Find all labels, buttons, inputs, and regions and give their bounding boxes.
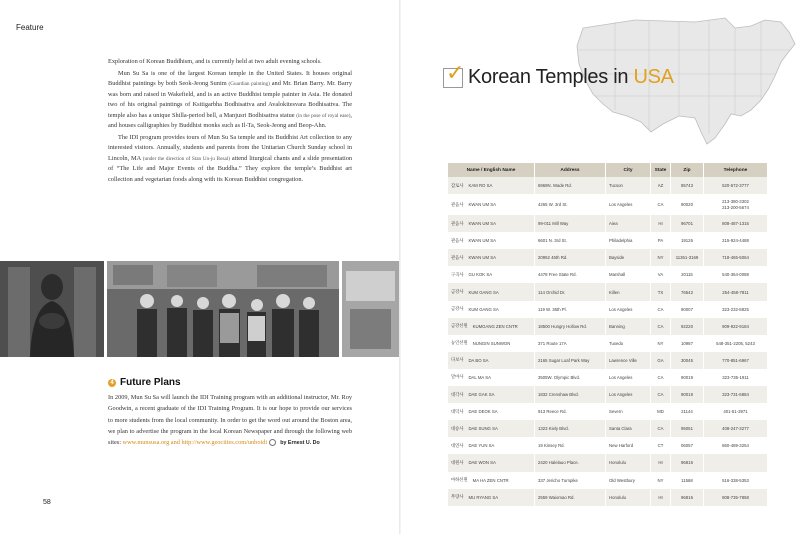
- header-state: State: [651, 163, 671, 177]
- cell-telephone: 254-458-7811: [722, 289, 749, 295]
- cell-telephone: 520-572-3777: [722, 183, 749, 189]
- cell-address: 114 Orchid Dr.: [535, 283, 606, 300]
- header-telephone: Telephone: [723, 167, 748, 173]
- cell-city: Santa Clara: [606, 420, 651, 437]
- cell-address: 18500 Hungry Hollow Rd.: [535, 318, 606, 335]
- cell-city: Lawrence Ville: [606, 352, 651, 369]
- cell-zip: 85743: [671, 177, 704, 194]
- cell-state: MD: [651, 403, 671, 420]
- cell-zip: 90019: [671, 386, 704, 403]
- table-row: [448, 194, 767, 215]
- table-row: [448, 283, 767, 300]
- cell-state: CA: [651, 386, 671, 403]
- cell-state: CA: [651, 301, 671, 318]
- cell-zip: 11361-3169: [671, 249, 704, 266]
- header-name: Name / English Name: [448, 163, 535, 177]
- cell-state: CA: [651, 420, 671, 437]
- cell-telephone: 215-924-4488: [722, 238, 749, 244]
- cell-telephone: 323-232-8825: [722, 306, 749, 312]
- cell-zip: 92220: [671, 318, 704, 335]
- cell-name: 대승사 DAE SUNG SA: [448, 420, 535, 437]
- cell-city: Los Angeles: [606, 369, 651, 386]
- cell-name: 관음사 KWAN UM SA: [448, 249, 535, 266]
- section-label: Feature: [16, 23, 44, 32]
- cell-name: 대덕사 DAE DEOK SA: [448, 403, 535, 420]
- buddha-statue-photo: [0, 261, 104, 357]
- cell-telephone: 401-51-3971: [723, 409, 748, 415]
- cell-city: Los Angeles: [606, 301, 651, 318]
- cell-name: 능인선원 NUNGIN SUNWON: [448, 335, 535, 352]
- cell-state: GA: [651, 352, 671, 369]
- cell-city: Killen: [606, 283, 651, 300]
- table-row: [448, 369, 767, 386]
- checkbox-icon: [443, 60, 465, 88]
- cell-address: 2165 Sugar Loaf Park Way: [535, 352, 606, 369]
- header-address: Address: [535, 163, 606, 177]
- table-row: [448, 232, 767, 249]
- cell-name: 관음사 KWAN UM SA: [448, 232, 535, 249]
- cell-state: CA: [651, 369, 671, 386]
- cell-telephone: 808-487-1315: [722, 221, 749, 227]
- checkmark-icon: ✓: [446, 60, 465, 86]
- table-row: [448, 318, 767, 335]
- cell-state: HI: [651, 489, 671, 506]
- cell-address: 99-011 Mill Way: [535, 215, 606, 232]
- cell-zip: 95051: [671, 420, 704, 437]
- cell-name: 달마사 DAL MA SA: [448, 369, 535, 386]
- cell-state: HI: [651, 454, 671, 471]
- cell-name: 금강선원 KUMGANG ZEN CNTR: [448, 318, 535, 335]
- cell-address: 19 Kinsey Rd.: [535, 437, 606, 454]
- cell-zip: 90007: [671, 301, 704, 318]
- cell-telephone: 718-465-5064: [722, 255, 749, 261]
- cell-address: 2420 Halelauo Place.: [535, 454, 606, 471]
- temple-interior-photo: [342, 261, 399, 357]
- table-row: [448, 177, 767, 194]
- cell-name: 대연사 DAE YUN SA: [448, 437, 535, 454]
- cell-state: HI: [651, 215, 671, 232]
- paragraph-1: Exploration of Korean Buddhism, and is currently held at two adult evening schools.: [108, 58, 322, 65]
- cell-name: 마하선원 MA HA ZEN CNTR: [448, 472, 535, 489]
- cell-city: Severn: [606, 403, 651, 420]
- cell-name: 금강사 KUM GANG SA: [448, 283, 535, 300]
- table-row: [448, 403, 767, 420]
- table-row: [448, 335, 767, 352]
- cell-telephone: 516-338-5353: [722, 477, 749, 483]
- cell-telephone: 323-731-6884: [722, 392, 749, 398]
- table-row: [448, 472, 767, 489]
- cell-address: 913 Reece Rd.: [535, 403, 606, 420]
- cell-telephone: 323-735-1911: [722, 374, 749, 380]
- cell-name: 구곡사 GU KOK SA: [448, 266, 535, 283]
- cell-state: CT: [651, 437, 671, 454]
- cell-telephone: 408-247-3277: [722, 426, 749, 432]
- header-zip: Zip: [671, 163, 704, 177]
- table-row: [448, 301, 767, 318]
- cell-zip: 20115: [671, 266, 704, 283]
- cell-zip: 30045: [671, 352, 704, 369]
- section-bullet-icon: 4: [108, 379, 116, 387]
- group-photo: [107, 261, 339, 357]
- cell-city: Aiea: [606, 215, 651, 232]
- table-header: [448, 163, 767, 177]
- website-links[interactable]: www.munsusa.org and http://www.geocities.com/unboidi: [122, 439, 268, 447]
- cell-state: VA: [651, 266, 671, 283]
- cell-state: NY: [651, 335, 671, 352]
- cell-address: 371 Route 17A: [535, 335, 606, 352]
- cell-state: PA: [651, 232, 671, 249]
- cell-address: 2559 Waiomao Rd.: [535, 489, 606, 506]
- cell-zip: 96701: [671, 215, 704, 232]
- cell-state: NY: [651, 472, 671, 489]
- table-row: [448, 386, 767, 403]
- cell-address: 337 Jericho Turnpike: [535, 472, 606, 489]
- cell-name: 감로사 KAM RO SA: [448, 177, 535, 194]
- cell-name: 관음사 KWAN UM SA: [448, 194, 535, 215]
- cell-name: 다보사 DA BO SA: [448, 352, 535, 369]
- table-row: [448, 454, 767, 471]
- cell-name: 금강사 KUM GANG SA: [448, 301, 535, 318]
- cell-city: New Harford: [606, 437, 651, 454]
- cell-address: 6601 N. 3rd St.: [535, 232, 606, 249]
- table-title: [443, 60, 674, 89]
- cell-zip: 76542: [671, 283, 704, 300]
- cell-state: AZ: [651, 177, 671, 194]
- cell-city: Los Angeles: [606, 386, 651, 403]
- table-row: [448, 266, 767, 283]
- table-row: [448, 420, 767, 437]
- temples-table: [448, 163, 767, 506]
- header-city: City: [606, 163, 651, 177]
- cell-telephone: 213-380-3302 213-200-5674: [722, 198, 749, 210]
- cell-state: CA: [651, 318, 671, 335]
- cell-zip: 90020: [671, 194, 704, 215]
- cell-telephone: [704, 454, 767, 471]
- table-row: [448, 215, 767, 232]
- cell-city: Honolulu: [606, 489, 651, 506]
- cell-zip: 11568: [671, 472, 704, 489]
- cell-telephone: 860-489-3254: [722, 443, 749, 449]
- cell-address: 4265 W. 3rd St.: [535, 194, 606, 215]
- cell-address: 1323 Kiely Blvd.: [535, 420, 606, 437]
- cell-address: 6969N. Wade Rd.: [535, 177, 606, 194]
- cell-name: 대원사 DAE WON SA: [448, 454, 535, 471]
- cell-address: 20952 46th Rd.: [535, 249, 606, 266]
- cell-address: 4478 Free State Rd.: [535, 266, 606, 283]
- cell-telephone: 540-364-0088: [722, 272, 749, 278]
- cell-zip: 06057: [671, 437, 704, 454]
- author-icon: [269, 439, 276, 446]
- cell-state: TX: [651, 283, 671, 300]
- byline: by Ernest U. Do: [280, 440, 320, 447]
- article-body: [108, 57, 352, 186]
- cell-name: 관음사 KWAN UM SA: [448, 215, 535, 232]
- cell-zip: 96816: [671, 489, 704, 506]
- cell-zip: 19126: [671, 232, 704, 249]
- cell-name: 무량사 MU RYANG SA: [448, 489, 535, 506]
- cell-city: Tuxedo: [606, 335, 651, 352]
- page-number-left: 58: [43, 499, 51, 506]
- future-plans-title: Future Plans: [120, 377, 181, 388]
- cell-address: 1832 Crenshaw Blvd.: [535, 386, 606, 403]
- cell-zip: 96816: [671, 454, 704, 471]
- table-row: [448, 249, 767, 266]
- cell-address: 3505W. Olympic Blvd.: [535, 369, 606, 386]
- cell-zip: 90019: [671, 369, 704, 386]
- cell-city: Old Westbury: [606, 472, 651, 489]
- cell-city: Bayside: [606, 249, 651, 266]
- page-gutter: [399, 0, 401, 534]
- table-row: [448, 352, 767, 369]
- cell-telephone: 808-735-7858: [722, 494, 749, 500]
- cell-city: Honolulu: [606, 454, 651, 471]
- cell-state: NY: [651, 249, 671, 266]
- cell-name: 대각사 DAE GAK SA: [448, 386, 535, 403]
- cell-city: Philadelphia: [606, 232, 651, 249]
- cell-address: 119 W. 36th Pl.: [535, 301, 606, 318]
- table-row: [448, 489, 767, 506]
- cell-telephone: 548-351-2205, 5243: [716, 340, 755, 346]
- cell-city: Marshall: [606, 266, 651, 283]
- paragraph-3: The IDI program provides tours of Mun Su Sa temple and its Buddhist Art collection to any interested visitors. Annually, students and parents from the Unitarian Church Sunday school in Lincoln, MA (under the direction of Stan Un-ju Bosal) attend liturgical chants and a slide presentation of “The Life and Major Events of the Buddha.” They explore the temple’s Buddhist art collection and vegetarian foods along with its Korean Buddhist congregation.: [108, 133, 352, 183]
- cell-city: Banning: [606, 318, 651, 335]
- cell-zip: 10987: [671, 335, 704, 352]
- paragraph-2: Mun Su Sa is one of the largest Korean temple in the United States. It houses original Buddhist paintings by both Seok-Jeong Sunim (Guardian painting) and Mr. Brian Barry. Mr. Barry was born and raised in Wakefield, and is an active Buddhist temple painter in Asia. He donated two of his original paintings of Ksitigarbha Bodhisattva and Avalokitesvara Bodhisattva. The temple also has a unique Shilla-period bell, a Manjusri Bodhisattva statue (in the pose of royal ease), and houses calligraphies by Buddhist monks such as Il-Ta, Seok-Jeong and Beop-Ahn.: [108, 69, 352, 129]
- cell-city: Tucson: [606, 177, 651, 194]
- title-text: Korean Temples in USA: [468, 66, 674, 88]
- future-plans-text: In 2009, Mun Su Sa will launch the IDI Training program with an additional instructor, Mr. Roy Goodwin, a recent graduate of the IDI Training Program. It is our hope to provide our services to more students from the local community. In order to get the word out around the Boston area, we plan to advertise the program in the local Korean Newspaper and through the following web sites: www.munsusa.org and http://www.geocities.com/unboidi by Ernest U. Do: [108, 394, 352, 447]
- cell-zip: 21144: [671, 403, 704, 420]
- cell-telephone: 909-922-9184: [722, 323, 749, 329]
- cell-telephone: 770-851-6967: [722, 357, 749, 363]
- cell-city: Los Angeles: [606, 194, 651, 215]
- photo-strip: [0, 261, 399, 357]
- table-row: [448, 437, 767, 454]
- future-plans-heading: [108, 377, 181, 388]
- cell-state: CA: [651, 194, 671, 215]
